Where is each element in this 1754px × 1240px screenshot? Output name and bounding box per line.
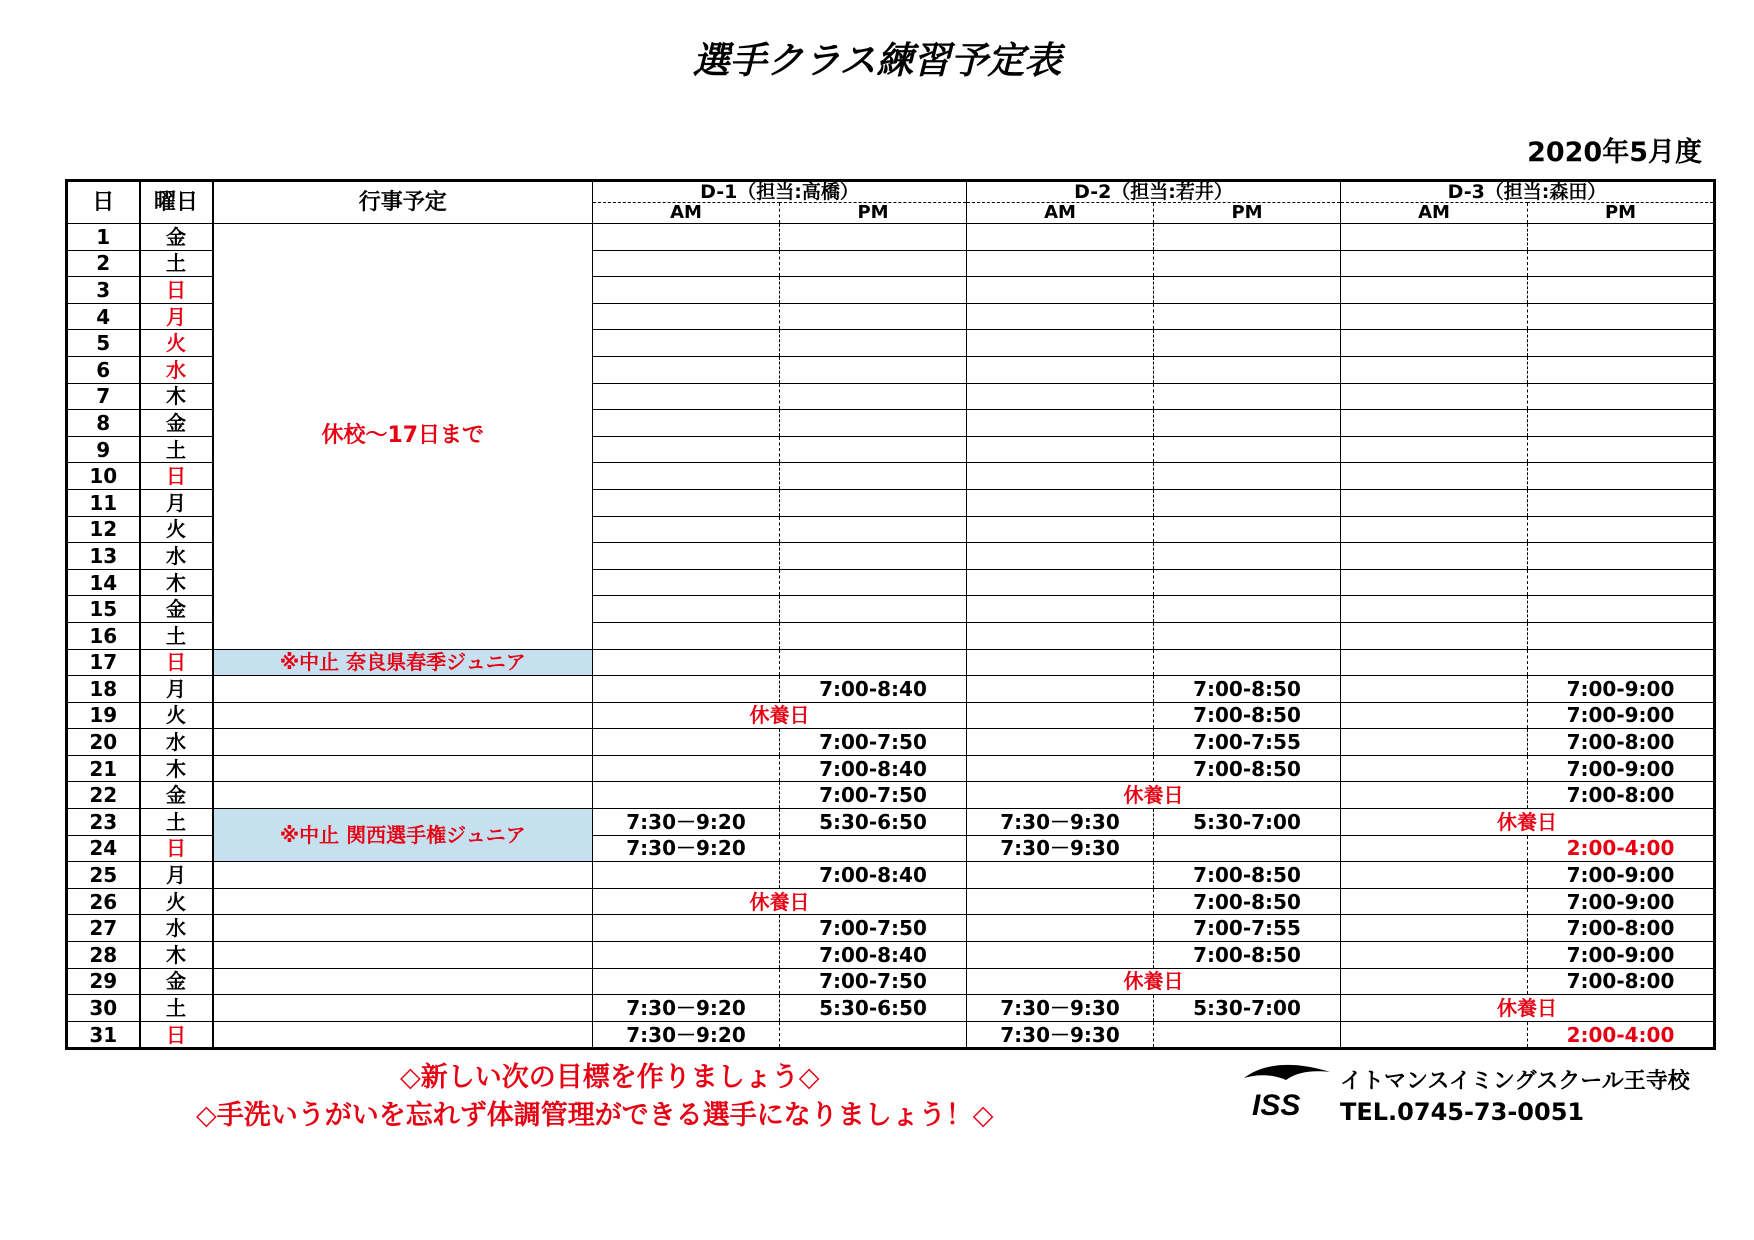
- am-time-cell: [1341, 383, 1528, 410]
- pm-time-cell: 7:00-7:50: [780, 782, 967, 809]
- pm-time-cell: [1528, 277, 1715, 304]
- table-row: [67, 942, 1715, 969]
- pm-time-cell: 7:00-9:00: [1528, 676, 1715, 703]
- am-time-cell: [1341, 968, 1528, 995]
- am-time-cell: [967, 888, 1154, 915]
- header-am: AM: [593, 203, 780, 224]
- pm-time-cell: 7:00-7:50: [780, 968, 967, 995]
- event-cell: [213, 915, 593, 942]
- am-time-cell: 7:30－9:20: [593, 1021, 780, 1049]
- pm-time-cell: 7:00-8:00: [1528, 782, 1715, 809]
- weekday-cell: 日: [140, 463, 213, 490]
- am-time-cell: [593, 729, 780, 756]
- am-time-cell: 7:30－9:30: [967, 995, 1154, 1022]
- am-time-cell: [593, 596, 780, 623]
- day-cell: 31: [67, 1021, 140, 1049]
- header-event: 行事予定: [213, 181, 593, 224]
- pm-time-cell: 5:30-6:50: [780, 809, 967, 836]
- am-time-cell: [1341, 489, 1528, 516]
- event-cell: [213, 782, 593, 809]
- header-day: 日: [67, 181, 140, 224]
- weekday-cell: 水: [140, 915, 213, 942]
- pm-time-cell: [780, 489, 967, 516]
- pm-time-cell: [1154, 569, 1341, 596]
- am-time-cell: [593, 676, 780, 703]
- pm-time-cell: 7:00-8:50: [1154, 755, 1341, 782]
- event-cell: [213, 888, 593, 915]
- pm-time-cell: 7:00-9:00: [1528, 942, 1715, 969]
- am-time-cell: [967, 303, 1154, 330]
- header-am: AM: [1341, 203, 1528, 224]
- weekday-cell: 水: [140, 356, 213, 383]
- pm-time-cell: 7:00-8:40: [780, 676, 967, 703]
- am-time-cell: [967, 622, 1154, 649]
- weekday-cell: 金: [140, 224, 213, 251]
- day-cell: 29: [67, 968, 140, 995]
- am-time-cell: [1341, 622, 1528, 649]
- rest-day-cell: 休養日: [593, 702, 967, 729]
- am-time-cell: [1341, 224, 1528, 251]
- am-time-cell: [1341, 888, 1528, 915]
- event-cell: [213, 729, 593, 756]
- weekday-cell: 月: [140, 676, 213, 703]
- pm-time-cell: [1154, 463, 1341, 490]
- am-time-cell: [593, 356, 780, 383]
- am-time-cell: [593, 516, 780, 543]
- pm-time-cell: 7:00-9:00: [1528, 888, 1715, 915]
- event-cancel-nara: ※中止 奈良県春季ジュニア: [213, 649, 593, 676]
- table-row: [67, 729, 1715, 756]
- weekday-cell: 木: [140, 569, 213, 596]
- am-time-cell: [593, 410, 780, 437]
- weekday-cell: 土: [140, 250, 213, 277]
- am-time-cell: [1341, 356, 1528, 383]
- pm-time-cell: [780, 516, 967, 543]
- am-time-cell: [1341, 463, 1528, 490]
- weekday-cell: 木: [140, 755, 213, 782]
- pm-time-cell: [1528, 622, 1715, 649]
- pm-time-cell: [1154, 277, 1341, 304]
- footer-message-2: ◇手洗いうがいを忘れず体調管理ができる選手になりましょう！◇: [196, 1100, 994, 1131]
- pm-time-cell: [780, 1021, 967, 1049]
- pm-time-cell: 7:00-8:50: [1154, 942, 1341, 969]
- am-time-cell: [593, 303, 780, 330]
- pm-time-cell: 7:00-9:00: [1528, 862, 1715, 889]
- am-time-cell: 7:30－9:20: [593, 809, 780, 836]
- day-cell: 13: [67, 543, 140, 570]
- day-cell: 18: [67, 676, 140, 703]
- pm-time-cell: [1154, 250, 1341, 277]
- am-time-cell: [1341, 702, 1528, 729]
- am-time-cell: [967, 356, 1154, 383]
- header-group-d3: D-3（担当:森田）: [1341, 181, 1715, 203]
- weekday-cell: 土: [140, 995, 213, 1022]
- pm-time-cell: [1528, 303, 1715, 330]
- footer-message-1: ◇新しい次の目標を作りましょう◇: [400, 1062, 820, 1093]
- day-cell: 17: [67, 649, 140, 676]
- event-cell: [213, 676, 593, 703]
- am-time-cell: [593, 489, 780, 516]
- am-time-cell: [1341, 915, 1528, 942]
- am-time-cell: [1341, 410, 1528, 437]
- am-time-cell: [967, 596, 1154, 623]
- table-row: [67, 224, 1715, 251]
- pm-time-cell: 5:30-6:50: [780, 995, 967, 1022]
- pm-time-cell: [1528, 463, 1715, 490]
- day-cell: 1: [67, 224, 140, 251]
- table-row: [67, 702, 1715, 729]
- table-row: [67, 888, 1715, 915]
- pm-time-cell: 2:00-4:00: [1528, 835, 1715, 862]
- pm-time-cell: [1528, 410, 1715, 437]
- am-time-cell: [593, 250, 780, 277]
- pm-time-cell: [780, 436, 967, 463]
- event-cell: [213, 702, 593, 729]
- table-row: [67, 649, 1715, 676]
- header-pm: PM: [1154, 203, 1341, 224]
- pm-time-cell: [1528, 649, 1715, 676]
- weekday-cell: 日: [140, 277, 213, 304]
- am-time-cell: [1341, 569, 1528, 596]
- pm-time-cell: [780, 622, 967, 649]
- header-group-d1: D-1（担当:高橋）: [593, 181, 967, 203]
- am-time-cell: [1341, 330, 1528, 357]
- weekday-cell: 木: [140, 383, 213, 410]
- am-time-cell: [1341, 250, 1528, 277]
- event-cell: [213, 942, 593, 969]
- am-time-cell: [967, 277, 1154, 304]
- pm-time-cell: 5:30-7:00: [1154, 995, 1341, 1022]
- event-cancel-kansai: ※中止 関西選手権ジュニア: [213, 809, 593, 862]
- pm-time-cell: [1154, 835, 1341, 862]
- rest-day-cell: 休養日: [593, 888, 967, 915]
- weekday-cell: 土: [140, 809, 213, 836]
- pm-time-cell: [1154, 649, 1341, 676]
- am-time-cell: [1341, 649, 1528, 676]
- pm-time-cell: [1154, 410, 1341, 437]
- rest-day-cell: 休養日: [967, 968, 1341, 995]
- table-row: [67, 676, 1715, 703]
- day-cell: 4: [67, 303, 140, 330]
- weekday-cell: 金: [140, 968, 213, 995]
- school-name: イトマンスイミングスクール王寺校: [1340, 1069, 1690, 1094]
- event-closure: 休校～17日まで: [213, 224, 593, 650]
- pm-time-cell: [1154, 224, 1341, 251]
- am-time-cell: [1341, 729, 1528, 756]
- table-row: [67, 782, 1715, 809]
- am-time-cell: [967, 250, 1154, 277]
- am-time-cell: [593, 330, 780, 357]
- pm-time-cell: [1528, 596, 1715, 623]
- am-time-cell: [1341, 835, 1528, 862]
- pm-time-cell: 7:00-7:55: [1154, 729, 1341, 756]
- day-cell: 16: [67, 622, 140, 649]
- am-time-cell: 7:30－9:30: [967, 835, 1154, 862]
- pm-time-cell: [1528, 489, 1715, 516]
- pm-time-cell: 2:00-4:00: [1528, 1021, 1715, 1049]
- am-time-cell: 7:30－9:30: [967, 1021, 1154, 1049]
- pm-time-cell: [780, 383, 967, 410]
- am-time-cell: [967, 942, 1154, 969]
- day-cell: 20: [67, 729, 140, 756]
- day-cell: 25: [67, 862, 140, 889]
- pm-time-cell: [780, 463, 967, 490]
- pm-time-cell: 7:00-8:00: [1528, 729, 1715, 756]
- weekday-cell: 日: [140, 649, 213, 676]
- weekday-cell: 土: [140, 436, 213, 463]
- day-cell: 6: [67, 356, 140, 383]
- am-time-cell: [1341, 755, 1528, 782]
- pm-time-cell: [780, 277, 967, 304]
- am-time-cell: [593, 622, 780, 649]
- am-time-cell: [967, 569, 1154, 596]
- header-group-d2: D-2（担当:若井）: [967, 181, 1341, 203]
- am-time-cell: [967, 330, 1154, 357]
- day-cell: 3: [67, 277, 140, 304]
- am-time-cell: [967, 915, 1154, 942]
- pm-time-cell: [780, 330, 967, 357]
- month-label: 2020年5月度: [1527, 137, 1702, 168]
- pm-time-cell: [780, 356, 967, 383]
- table-row: [67, 755, 1715, 782]
- am-time-cell: [967, 702, 1154, 729]
- am-time-cell: [593, 436, 780, 463]
- am-time-cell: 7:30－9:20: [593, 835, 780, 862]
- am-time-cell: [967, 489, 1154, 516]
- am-time-cell: [593, 383, 780, 410]
- day-cell: 8: [67, 410, 140, 437]
- day-cell: 15: [67, 596, 140, 623]
- am-time-cell: [1341, 862, 1528, 889]
- pm-time-cell: 7:00-8:50: [1154, 862, 1341, 889]
- pm-time-cell: [1528, 436, 1715, 463]
- pm-time-cell: 5:30-7:00: [1154, 809, 1341, 836]
- day-cell: 2: [67, 250, 140, 277]
- am-time-cell: [593, 224, 780, 251]
- am-time-cell: [1341, 303, 1528, 330]
- pm-time-cell: 7:00-8:50: [1154, 702, 1341, 729]
- pm-time-cell: 7:00-9:00: [1528, 755, 1715, 782]
- table-row: [67, 915, 1715, 942]
- pm-time-cell: [1154, 330, 1341, 357]
- am-time-cell: [593, 968, 780, 995]
- am-time-cell: [1341, 543, 1528, 570]
- event-cell: [213, 968, 593, 995]
- day-cell: 21: [67, 755, 140, 782]
- header-pm: PM: [780, 203, 967, 224]
- weekday-cell: 月: [140, 489, 213, 516]
- am-time-cell: [1341, 277, 1528, 304]
- schedule-table: [65, 179, 1716, 1050]
- weekday-cell: 日: [140, 835, 213, 862]
- event-cell: [213, 995, 593, 1022]
- pm-time-cell: [780, 835, 967, 862]
- day-cell: 11: [67, 489, 140, 516]
- header-am: AM: [967, 203, 1154, 224]
- am-time-cell: [593, 755, 780, 782]
- day-cell: 23: [67, 809, 140, 836]
- am-time-cell: [967, 224, 1154, 251]
- pm-time-cell: [1528, 516, 1715, 543]
- am-time-cell: [593, 277, 780, 304]
- weekday-cell: 金: [140, 596, 213, 623]
- am-time-cell: [967, 676, 1154, 703]
- pm-time-cell: 7:00-7:50: [780, 915, 967, 942]
- pm-time-cell: [780, 224, 967, 251]
- am-time-cell: [967, 410, 1154, 437]
- day-cell: 14: [67, 569, 140, 596]
- table-row: [67, 862, 1715, 889]
- weekday-cell: 月: [140, 862, 213, 889]
- pm-time-cell: 7:00-8:40: [780, 942, 967, 969]
- am-time-cell: [593, 942, 780, 969]
- weekday-cell: 火: [140, 516, 213, 543]
- page-title: 選手クラス練習予定表: [692, 39, 1062, 82]
- pm-time-cell: [1154, 596, 1341, 623]
- am-time-cell: [593, 463, 780, 490]
- am-time-cell: [593, 862, 780, 889]
- pm-time-cell: [1528, 543, 1715, 570]
- pm-time-cell: 7:00-8:50: [1154, 888, 1341, 915]
- am-time-cell: [1341, 516, 1528, 543]
- rest-day-cell: 休養日: [1341, 995, 1715, 1022]
- pm-time-cell: [780, 569, 967, 596]
- pm-time-cell: 7:00-8:00: [1528, 968, 1715, 995]
- am-time-cell: 7:30－9:30: [967, 809, 1154, 836]
- am-time-cell: [593, 569, 780, 596]
- weekday-cell: 水: [140, 543, 213, 570]
- weekday-cell: 月: [140, 303, 213, 330]
- table-row: [67, 809, 1715, 836]
- pm-time-cell: [1528, 330, 1715, 357]
- weekday-cell: 火: [140, 702, 213, 729]
- pm-time-cell: [780, 649, 967, 676]
- pm-time-cell: 7:00-9:00: [1528, 702, 1715, 729]
- day-cell: 10: [67, 463, 140, 490]
- day-cell: 12: [67, 516, 140, 543]
- day-cell: 5: [67, 330, 140, 357]
- pm-time-cell: 7:00-7:50: [780, 729, 967, 756]
- iss-logo-icon: [1242, 1060, 1334, 1120]
- am-time-cell: [967, 729, 1154, 756]
- event-cell: [213, 862, 593, 889]
- pm-time-cell: [1154, 516, 1341, 543]
- am-time-cell: [593, 915, 780, 942]
- weekday-cell: 金: [140, 410, 213, 437]
- am-time-cell: [967, 649, 1154, 676]
- day-cell: 24: [67, 835, 140, 862]
- table-row: [67, 968, 1715, 995]
- day-cell: 30: [67, 995, 140, 1022]
- header-pm: PM: [1528, 203, 1715, 224]
- table-row: [67, 995, 1715, 1022]
- am-time-cell: [967, 436, 1154, 463]
- table-row: [67, 1021, 1715, 1049]
- pm-time-cell: 7:00-8:50: [1154, 676, 1341, 703]
- day-cell: 26: [67, 888, 140, 915]
- school-tel: TEL.0745-73-0051: [1340, 1098, 1585, 1126]
- pm-time-cell: [1154, 303, 1341, 330]
- weekday-cell: 金: [140, 782, 213, 809]
- day-cell: 7: [67, 383, 140, 410]
- day-cell: 27: [67, 915, 140, 942]
- am-time-cell: [1341, 782, 1528, 809]
- iss-logo-text: ISS: [1252, 1089, 1301, 1120]
- am-time-cell: [967, 463, 1154, 490]
- am-time-cell: [1341, 1021, 1528, 1049]
- day-cell: 28: [67, 942, 140, 969]
- am-time-cell: [967, 755, 1154, 782]
- weekday-cell: 火: [140, 888, 213, 915]
- header-weekday: 曜日: [140, 181, 213, 224]
- pm-time-cell: [1154, 1021, 1341, 1049]
- day-cell: 22: [67, 782, 140, 809]
- event-cell: [213, 755, 593, 782]
- am-time-cell: [967, 543, 1154, 570]
- pm-time-cell: 7:00-8:00: [1528, 915, 1715, 942]
- am-time-cell: [967, 383, 1154, 410]
- pm-time-cell: 7:00-7:55: [1154, 915, 1341, 942]
- pm-time-cell: [780, 250, 967, 277]
- pm-time-cell: [1154, 543, 1341, 570]
- weekday-cell: 木: [140, 942, 213, 969]
- pm-time-cell: 7:00-8:40: [780, 755, 967, 782]
- pm-time-cell: [1528, 224, 1715, 251]
- rest-day-cell: 休養日: [1341, 809, 1715, 836]
- am-time-cell: [967, 862, 1154, 889]
- pm-time-cell: [1154, 383, 1341, 410]
- am-time-cell: [1341, 676, 1528, 703]
- am-time-cell: [1341, 436, 1528, 463]
- am-time-cell: 7:30－9:20: [593, 995, 780, 1022]
- pm-time-cell: [1154, 436, 1341, 463]
- event-cell: [213, 1021, 593, 1049]
- weekday-cell: 土: [140, 622, 213, 649]
- day-cell: 19: [67, 702, 140, 729]
- rest-day-cell: 休養日: [967, 782, 1341, 809]
- weekday-cell: 日: [140, 1021, 213, 1049]
- pm-time-cell: [1154, 622, 1341, 649]
- pm-time-cell: [1528, 569, 1715, 596]
- pm-time-cell: [780, 596, 967, 623]
- pm-time-cell: [780, 543, 967, 570]
- day-cell: 9: [67, 436, 140, 463]
- pm-time-cell: [1154, 356, 1341, 383]
- weekday-cell: 水: [140, 729, 213, 756]
- pm-time-cell: [780, 410, 967, 437]
- am-time-cell: [1341, 942, 1528, 969]
- pm-time-cell: [1528, 356, 1715, 383]
- schedule-body: [67, 224, 1715, 1049]
- weekday-cell: 火: [140, 330, 213, 357]
- am-time-cell: [593, 649, 780, 676]
- pm-time-cell: [1528, 250, 1715, 277]
- pm-time-cell: [1528, 383, 1715, 410]
- am-time-cell: [593, 543, 780, 570]
- pm-time-cell: 7:00-8:40: [780, 862, 967, 889]
- pm-time-cell: [1154, 489, 1341, 516]
- am-time-cell: [967, 516, 1154, 543]
- am-time-cell: [593, 782, 780, 809]
- pm-time-cell: [780, 303, 967, 330]
- am-time-cell: [1341, 596, 1528, 623]
